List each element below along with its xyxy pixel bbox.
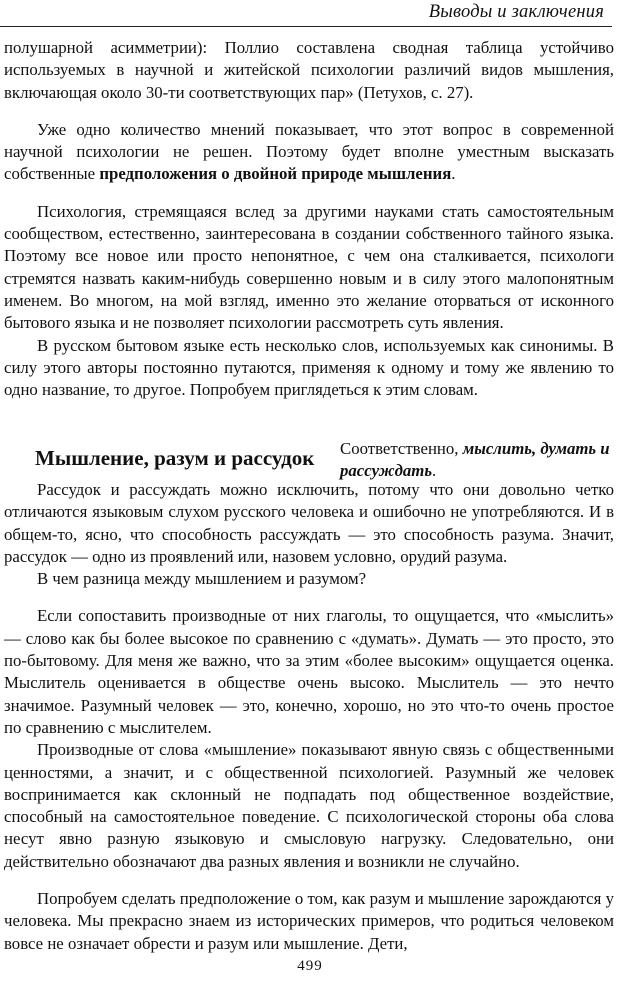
paragraph: В русском бытовом языке есть несколько слов, используемых как синонимы. В силу этого авторы постоянно путаются, применяя к одному и тому же явлению то одно название, то другое. Попробуем приглядеться к этим словам. bbox=[4, 335, 614, 400]
running-head: Выводы и заключения bbox=[428, 2, 604, 22]
paragraph: Производные от слова «мышление» показывают явную связь с общественными ценностями, а значит, и с общественной психологией. Разумный же человек воспринимается как склонный не подпадать под общественное воздействие, способный на самостоятельное поведение. С психологической стороны оба слова несут явно разную языковую и смысловую нагрузку. Следовательно, они действительно обозначают два разных явления и возникли не случайно. bbox=[4, 740, 614, 871]
side-note-lead: Соответственно, bbox=[340, 439, 463, 458]
text-block-lower bbox=[4, 479, 614, 955]
paragraph: В чем разница между мышлением и разумом? bbox=[37, 569, 367, 589]
paragraph: Рассудок и рассуждать можно исключить, потому что они довольно четко отличаются языковым слухом русского человека и ошибочно не употребляются. И в общем-то, ясно, что способность рассуждать — это способность разума. Значит, рассудок — одно из проявлений или, назовем условно, орудий разума. bbox=[4, 480, 614, 566]
side-note-emphasis: мыслить, думать и рассуждать bbox=[340, 439, 610, 481]
section-side-note bbox=[340, 438, 616, 483]
paragraph bbox=[4, 119, 614, 186]
paragraph: Попробуем сделать предположение о том, как разум и мышление зарождаются у человека. Мы прекрасно знаем из исторических примеров, что родиться человеком вовсе не означает обрести и разум или мышление. Дети, bbox=[4, 889, 614, 953]
paragraph: полушарной асимметрии): Поллио составлена сводная таблица устойчиво используемых в научной и житейской психологии различий видов мышления, включающая около 30-ти соответствующих пар» (Петухов, с. 27). bbox=[4, 38, 614, 102]
paragraph: Психология, стремящаяся вслед за другими науками стать самостоятельным сообществом, естественно, заинтересована в создании собственного тайного языка. Поэтому все новое или просто непонятное, с чем она сталкивается, психологи стремятся назвать каким-нибудь совершенно новым и в силу этого малопонятным именем. Во многом, на мой взгляд, именно это желание оторваться от исконного бытового языка и не позволяет психологии рассмотреть суть явления. bbox=[4, 201, 614, 333]
page-header bbox=[0, 0, 612, 27]
section-title: Мышление, разум и рассудок bbox=[35, 446, 315, 470]
page-number: 499 bbox=[297, 958, 323, 974]
paragraph: Если сопоставить производные от них глаголы, то ощущается, что «мыслить» — слово как бы более высокое по сравнению с «думать». Думать — это просто, это по-бытовому. Для меня же важно, что за этим «более высоким» ощущается оценка. Мыслитель оценивается в обществе очень высоко. Мыслитель — это нечто значимое. Разумный человек — это, конечно, хорошо, но это что-то очень простое по сравнению с мыслителем. bbox=[4, 606, 614, 737]
side-note-end: . bbox=[432, 461, 437, 481]
paragraph-end: . bbox=[451, 164, 456, 184]
paragraph-text: Уже одно количество мнений показывает, что этот вопрос в современной научной психологии не решен. Поэтому будет вполне уместным высказать собственные bbox=[4, 119, 614, 184]
section-heading-row bbox=[4, 438, 614, 482]
text-block-upper bbox=[4, 37, 614, 401]
bold-phrase: предположения о двойной природе мышления bbox=[99, 164, 452, 184]
